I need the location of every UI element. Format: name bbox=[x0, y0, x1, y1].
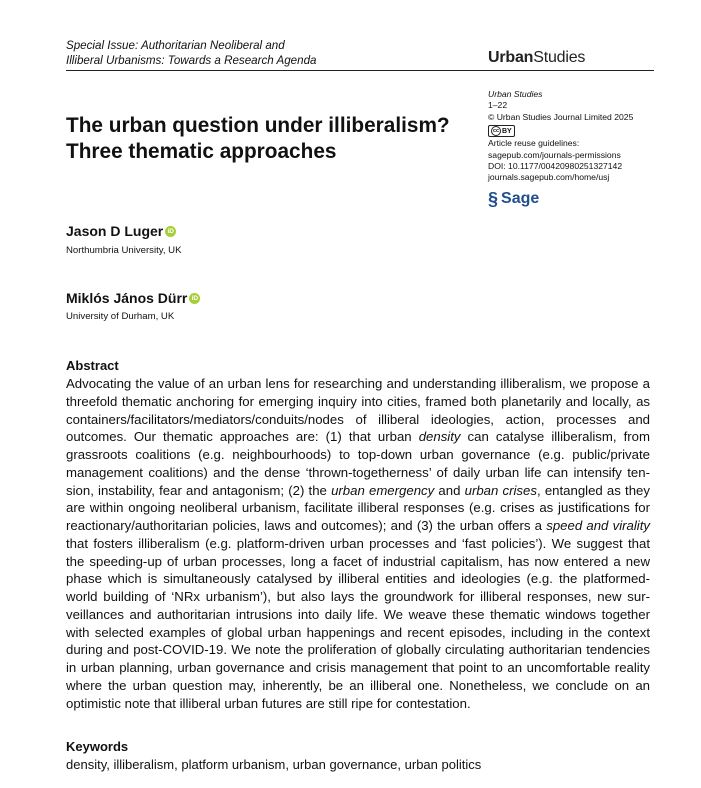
abstract-emphasis-speed-virality: speed and virality bbox=[546, 518, 650, 533]
article-title: The urban question under illiberalism? Three thematic approaches bbox=[66, 114, 450, 163]
special-issue-label bbox=[66, 38, 366, 68]
author-2-name: Miklós János Dürr bbox=[66, 290, 188, 306]
sage-logo-text: Sage bbox=[501, 190, 540, 207]
meta-copyright: © Urban Studies Journal Limited 2025 bbox=[488, 111, 634, 122]
special-issue-line-2: Illiberal Urbanisms: Towards a Research Agenda bbox=[66, 54, 317, 67]
abstract-heading: Abstract bbox=[66, 358, 119, 373]
header-divider bbox=[66, 70, 654, 71]
journal-logo bbox=[488, 49, 585, 67]
abstract-part-5: that fosters illiberalism (e.g. platform-driven urban processes and ‘fast policies’). We suggest that the speeding-up of urban processes, long a facet of industrial capitalism, has now entered a new phase which is simultaneously catalysed by illiberal entities and ideologies (e.g. the platformed-world building of ‘NRx urbanism’), but also lays the groundwork for illiberal responses, new surveillances and authoritarian intrusions into daily life. We weave these thematic windows together with selected examples of global urban happenings and recent episodes, including in the context during and post-COVID-19. We note the proliferation of globally circulating authoritarian tendencies in urban planning, urban governance and crisis management that point to an uncomfortable reality where the urban question may, inherently, be an illiberal one. Nonetheless, we conclude on an optimistic note that illiberal urban futures are still ripe for contestation. bbox=[66, 535, 650, 711]
article-metadata bbox=[488, 89, 633, 184]
keywords-heading: Keywords bbox=[66, 739, 129, 754]
cc-license-text: BY bbox=[502, 128, 512, 136]
author-1-name: Jason D Luger bbox=[66, 223, 164, 239]
author-2 bbox=[66, 290, 200, 306]
cc-icon: cc bbox=[492, 128, 500, 135]
meta-reuse-label: Article reuse guidelines: bbox=[488, 138, 580, 149]
meta-pages: 1–22 bbox=[488, 100, 508, 111]
abstract-emphasis-urban-crises: urban crises bbox=[464, 482, 537, 498]
meta-journal-link[interactable]: journals.sagepub.com/home/usj bbox=[488, 172, 610, 183]
special-issue-line-1: Special Issue: Authoritarian Neoliberal and bbox=[66, 39, 285, 52]
abstract-text bbox=[66, 375, 650, 712]
abstract-part-2: can catalyse illiberalism, from grassroots coalitions (e.g. neighbourhoods) to top-down urban governance (e.g. public/private management coalitions) and the dense ‘thrown-togetherness’ of daily urban life can intensify tension, instability, fear and antagonism; (2) the bbox=[66, 429, 650, 498]
author-1 bbox=[66, 223, 176, 239]
journal-logo-light: Studies bbox=[533, 49, 586, 66]
abstract-part-1: Advocating the value of an urban lens for researching and understanding illiberalism, we propose a threefold thematic anchoring for emerging inquiry into cities, framed both planetarily and locally, as containers/facilitators/mediators/conduits/nodes of illiberal ideologies, action, processes and outcomes. Our thematic approaches are: (1) that urban bbox=[66, 376, 650, 445]
cc-license-badge[interactable] bbox=[488, 125, 515, 137]
meta-reuse-link[interactable]: sagepub.com/journals-permissions bbox=[488, 149, 621, 160]
author-1-affiliation: Northumbria University, UK bbox=[66, 245, 182, 256]
abstract-part-4: , entangled as they are within ongoing neoliberal urbanism, facilitate illiberal responses (e.g. crises as justifications for reactionary/authoritarian policies, laws and outcomes); and (3) the urban offers a bbox=[66, 482, 650, 533]
meta-doi[interactable]: DOI: 10.1177/00420980251327142 bbox=[488, 161, 623, 172]
author-2-affiliation: University of Durham, UK bbox=[66, 311, 175, 322]
keywords-list: density, illiberalism, platform urbanism, urban governance, urban politics bbox=[66, 757, 482, 772]
publisher-logo bbox=[488, 190, 539, 208]
sage-logo-icon: § bbox=[488, 189, 499, 209]
abstract-emphasis-density: density bbox=[418, 429, 461, 445]
journal-logo-bold: Urban bbox=[488, 49, 534, 66]
orcid-icon[interactable]: iD bbox=[165, 226, 176, 237]
abstract-part-3: and bbox=[434, 482, 465, 498]
orcid-icon[interactable]: iD bbox=[189, 293, 200, 304]
abstract-emphasis-urban-emergency: urban emergency bbox=[331, 482, 435, 498]
meta-journal: Urban Studies bbox=[488, 89, 543, 99]
